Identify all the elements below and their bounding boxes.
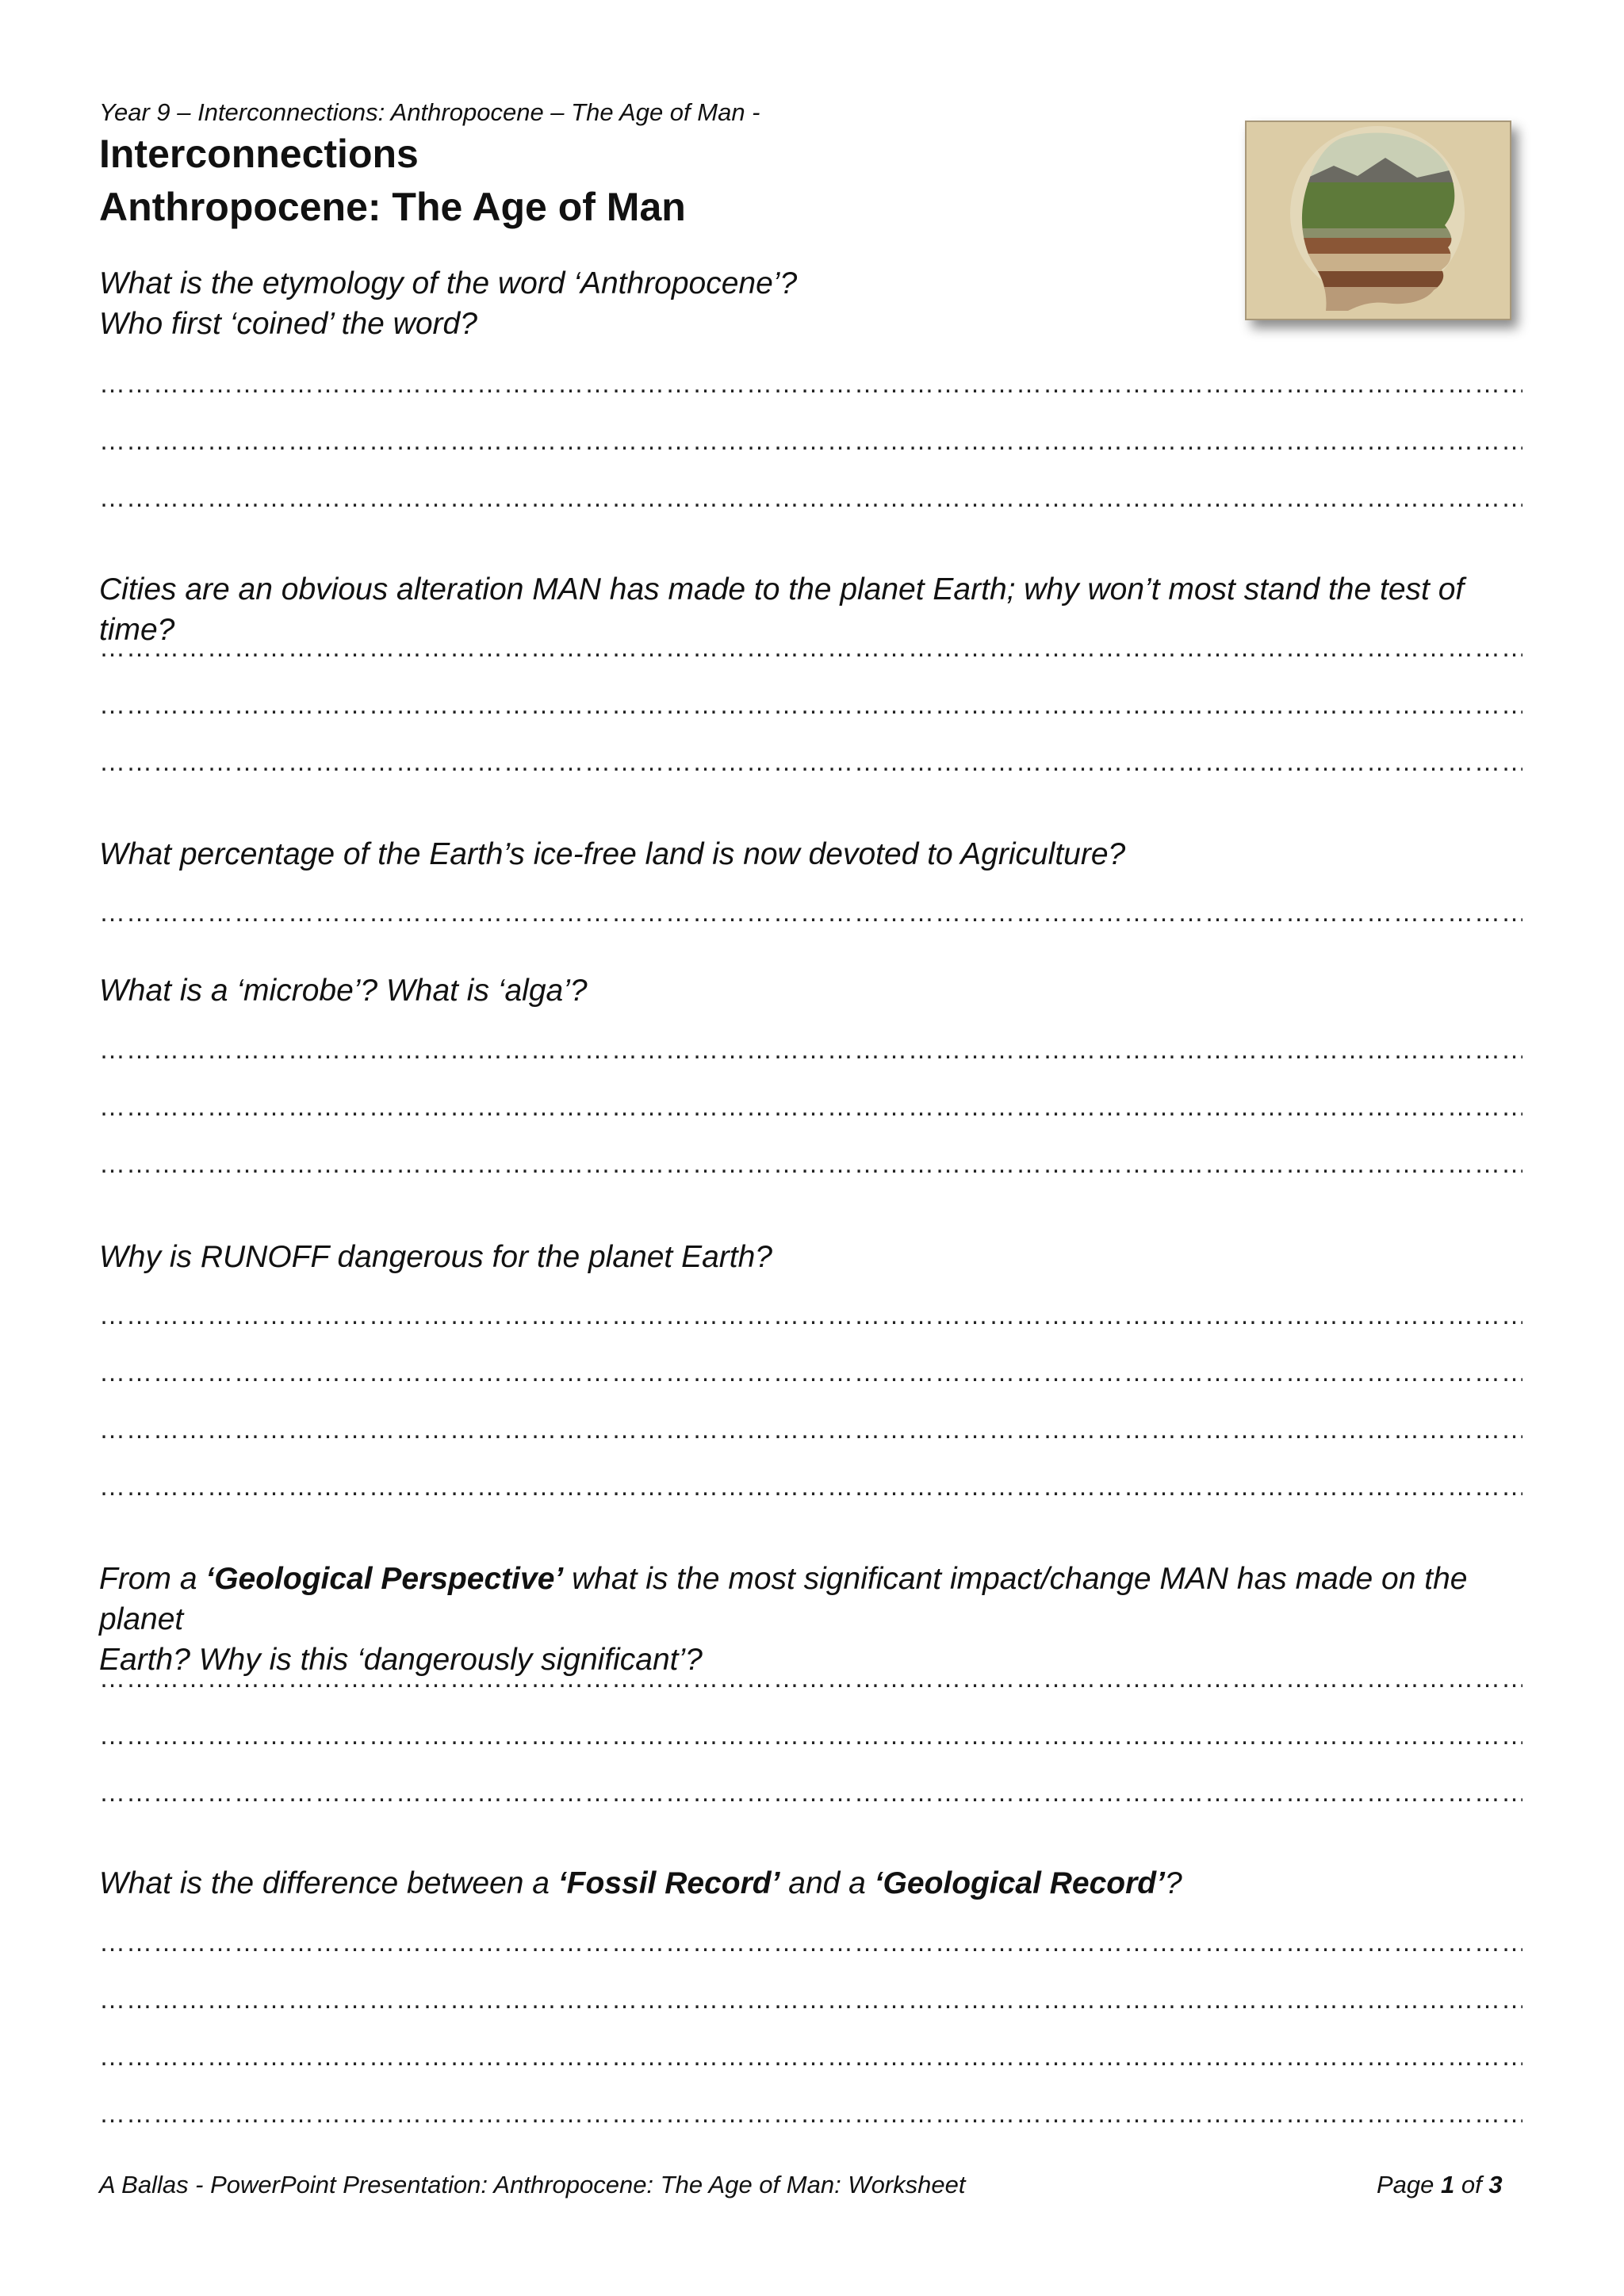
question-6-emphasis: ‘Geological Perspective’ <box>205 1562 564 1596</box>
question-7-text-pre: What is the difference between a <box>99 1866 558 1900</box>
question-5: Why is RUNOFF dangerous for the planet Earth? <box>99 1240 772 1274</box>
footer-source: A Ballas - PowerPoint Presentation: Anthropocene: The Age of Man: Worksheet <box>99 2171 966 2198</box>
question-1-line2: Who first ‘coined’ the word? <box>99 307 477 341</box>
question-7-text-mid: and a <box>779 1866 875 1900</box>
question-7-emphasis-2: ‘Geological Record’ <box>874 1866 1165 1900</box>
question-4: What is a ‘microbe’? What is ‘alga’? <box>99 974 588 1008</box>
answer-line[interactable] <box>99 632 1522 664</box>
answer-line[interactable] <box>99 1471 1522 1502</box>
answer-line[interactable] <box>99 1777 1522 1808</box>
answer-line[interactable] <box>99 1148 1522 1180</box>
answer-line[interactable] <box>99 897 1522 928</box>
question-7-text-post: ? <box>1164 1866 1182 1900</box>
page-current: 1 <box>1441 2171 1455 2198</box>
question-6-line2: Earth? Why is this ‘dangerously significant’? <box>99 1643 703 1677</box>
question-7-emphasis-1: ‘Fossil Record’ <box>557 1866 780 1900</box>
page-of: of <box>1454 2171 1489 2198</box>
page-total: 3 <box>1488 2171 1503 2198</box>
question-1 <box>99 263 1521 344</box>
question-7 <box>99 1863 1521 1904</box>
answer-line[interactable] <box>99 1357 1522 1388</box>
page-label: Page <box>1377 2171 1442 2198</box>
title-anthropocene: Anthropocene: The Age of Man <box>99 185 686 229</box>
answer-line[interactable] <box>99 1091 1522 1123</box>
title-interconnections: Interconnections <box>99 132 419 176</box>
document-subtitle: Year 9 – Interconnections: Anthropocene – The Age of Man - <box>99 98 760 126</box>
question-6-text-post: what is the most significant impact/change MAN has made on the planet <box>99 1562 1468 1636</box>
answer-line[interactable] <box>99 746 1522 778</box>
question-2: Cities are an obvious alteration MAN has made to the planet Earth; why won’t most stand the test of time? <box>99 572 1465 647</box>
page-number <box>1377 2171 1503 2199</box>
answer-line[interactable] <box>99 1984 1522 2015</box>
answer-line[interactable] <box>99 425 1522 457</box>
question-6-text-pre: From a <box>99 1562 206 1596</box>
answer-line[interactable] <box>99 689 1522 721</box>
answer-line[interactable] <box>99 2041 1522 2072</box>
answer-line[interactable] <box>99 1720 1522 1751</box>
answer-line[interactable] <box>99 2098 1522 2130</box>
answer-line[interactable] <box>99 1663 1522 1694</box>
answer-line[interactable] <box>99 368 1522 400</box>
answer-line[interactable] <box>99 1034 1522 1066</box>
answer-line[interactable] <box>99 1927 1522 1958</box>
answer-line[interactable] <box>99 482 1522 514</box>
question-3: What percentage of the Earth’s ice-free land is now devoted to Agriculture? <box>99 837 1126 871</box>
question-1-line1: What is the etymology of the word ‘Anthropocene’? <box>99 266 798 300</box>
question-6-line1 <box>99 1559 1521 1640</box>
answer-line[interactable] <box>99 1299 1522 1331</box>
answer-line[interactable] <box>99 1414 1522 1445</box>
